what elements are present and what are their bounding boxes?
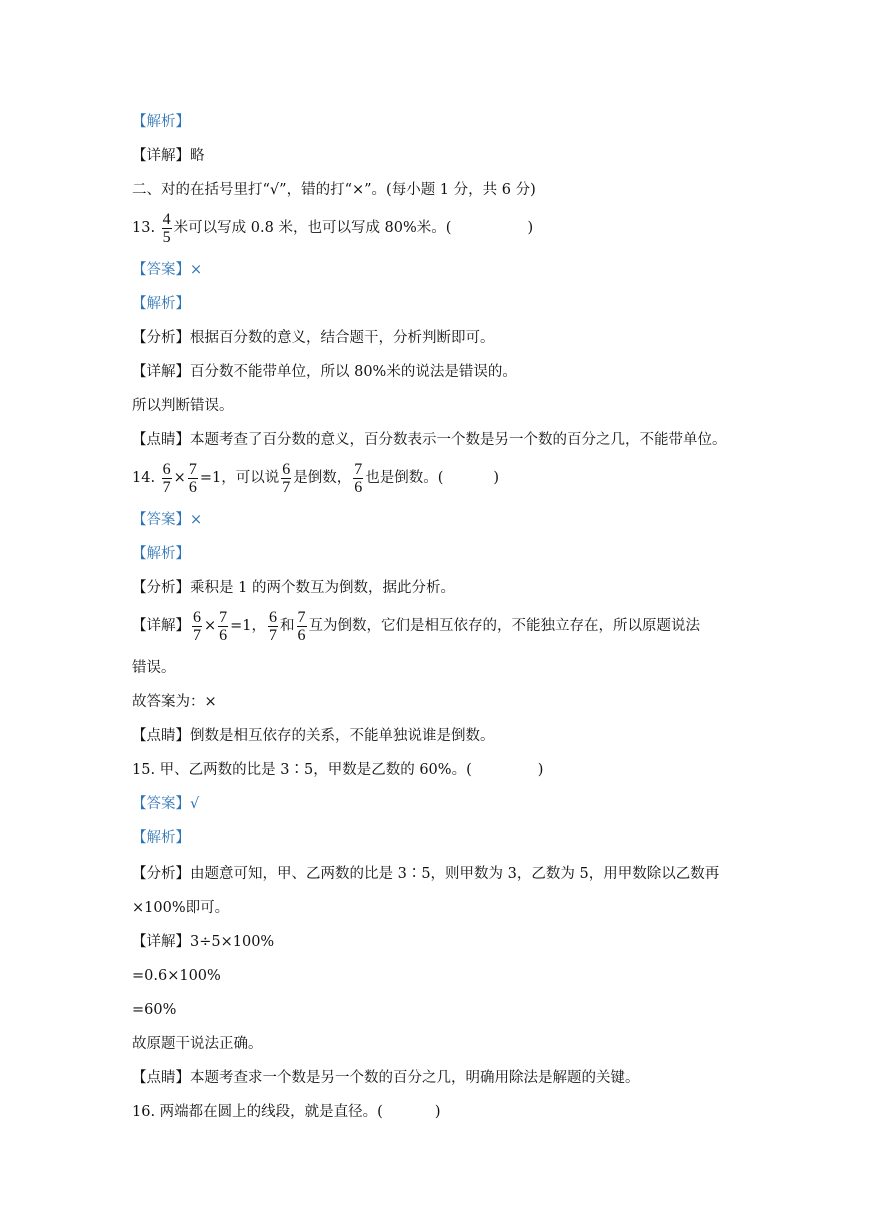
conclusion-line: 故原题干说法正确。	[132, 1036, 263, 1052]
paren-close: )	[537, 762, 544, 778]
fraction: $\frac{6}{7}$	[269, 608, 278, 644]
key-point-line: 【点睛】本题考查求一个数是另一个数的百分之几，明确用除法是解题的关键。	[132, 1070, 640, 1086]
detail-text: =1，	[230, 618, 267, 634]
fraction: $\frac{6}{7}$	[162, 460, 171, 496]
fraction: $\frac{7}{6}$	[188, 460, 197, 496]
analysis-label: 【解析】	[132, 546, 190, 562]
detail-text: 互为倒数，它们是相互依存的，不能独立存在，所以原题说法	[308, 618, 701, 634]
question-text: 16. 两端都在圆上的线段，就是直径。(	[132, 1104, 383, 1120]
calc-step: =60%	[132, 1002, 177, 1018]
question-text: 15. 甲、乙两数的比是 3∶5，甲数是乙数的 60%。(	[132, 762, 472, 778]
answer-label: 【答案】×	[132, 512, 203, 528]
fraction: $\frac{7}{6}$	[219, 608, 228, 644]
fraction: $\frac{6}{7}$	[282, 460, 291, 496]
answer-line: 故答案为：×	[132, 694, 217, 710]
analysis-continuation: ×100%即可。	[132, 900, 230, 916]
question-14	[132, 458, 499, 498]
detail-continuation: 错误。	[132, 660, 176, 676]
times-sign: ×	[204, 618, 217, 634]
answer-label: 【答案】√	[132, 796, 200, 812]
detail-label: 【详解】	[132, 618, 190, 634]
fraction: $\frac{7}{6}$	[297, 608, 306, 644]
question-text: 是倒数，	[293, 470, 352, 486]
paren-close: )	[434, 1104, 441, 1120]
fraction: $\frac{7}{6}$	[354, 460, 363, 496]
times-sign: ×	[173, 470, 186, 486]
question-text: 米可以写成 0.8 米，也可以写成 80%米。(	[173, 220, 452, 236]
detail-line: 【详解】3÷5×100%	[132, 934, 275, 950]
analysis-label: 【解析】	[132, 830, 190, 846]
detail-line: 【详解】百分数不能带单位，所以 80%米的说法是错误的。	[132, 364, 517, 380]
question-text: =1，可以说	[199, 470, 280, 486]
analysis-label: 【解析】	[132, 296, 190, 312]
fraction: $\frac{6}{7}$	[193, 608, 201, 644]
detail-line-fractions	[132, 606, 700, 646]
question-number: 13.	[132, 220, 156, 236]
key-point-line: 【点睛】本题考查了百分数的意义，百分数表示一个数是另一个数的百分之几，不能带单位。	[132, 432, 727, 448]
question-13	[132, 208, 533, 248]
question-text: 也是倒数。(	[365, 470, 444, 486]
paren-close: )	[493, 470, 500, 486]
analysis-line: 【分析】乘积是 1 的两个数互为倒数，据此分析。	[132, 580, 455, 596]
analysis-line: 【分析】由题意可知，甲、乙两数的比是 3∶5，则甲数为 3，乙数为 5，用甲数除以乙数再	[132, 866, 720, 882]
section-heading: 二、对的在括号里打“√”，错的打“×”。(每小题 1 分，共 6 分)	[132, 182, 536, 198]
question-15	[132, 760, 543, 780]
detail-text: 和	[280, 618, 295, 634]
question-16	[132, 1102, 441, 1122]
calc-step: =0.6×100%	[132, 968, 221, 984]
paren-close: )	[527, 220, 534, 236]
fraction-4-5: $\frac{4}{5}$	[162, 210, 171, 246]
key-point-line: 【点睛】倒数是相互依存的关系，不能单独说谁是倒数。	[132, 728, 495, 744]
conclusion-line: 所以判断错误。	[132, 398, 234, 414]
analysis-label: 【解析】	[132, 114, 190, 130]
analysis-line: 【分析】根据百分数的意义，结合题干，分析判断即可。	[132, 330, 495, 346]
detail-line: 【详解】略	[132, 148, 205, 164]
question-number: 14.	[132, 470, 156, 486]
answer-label: 【答案】×	[132, 262, 203, 278]
